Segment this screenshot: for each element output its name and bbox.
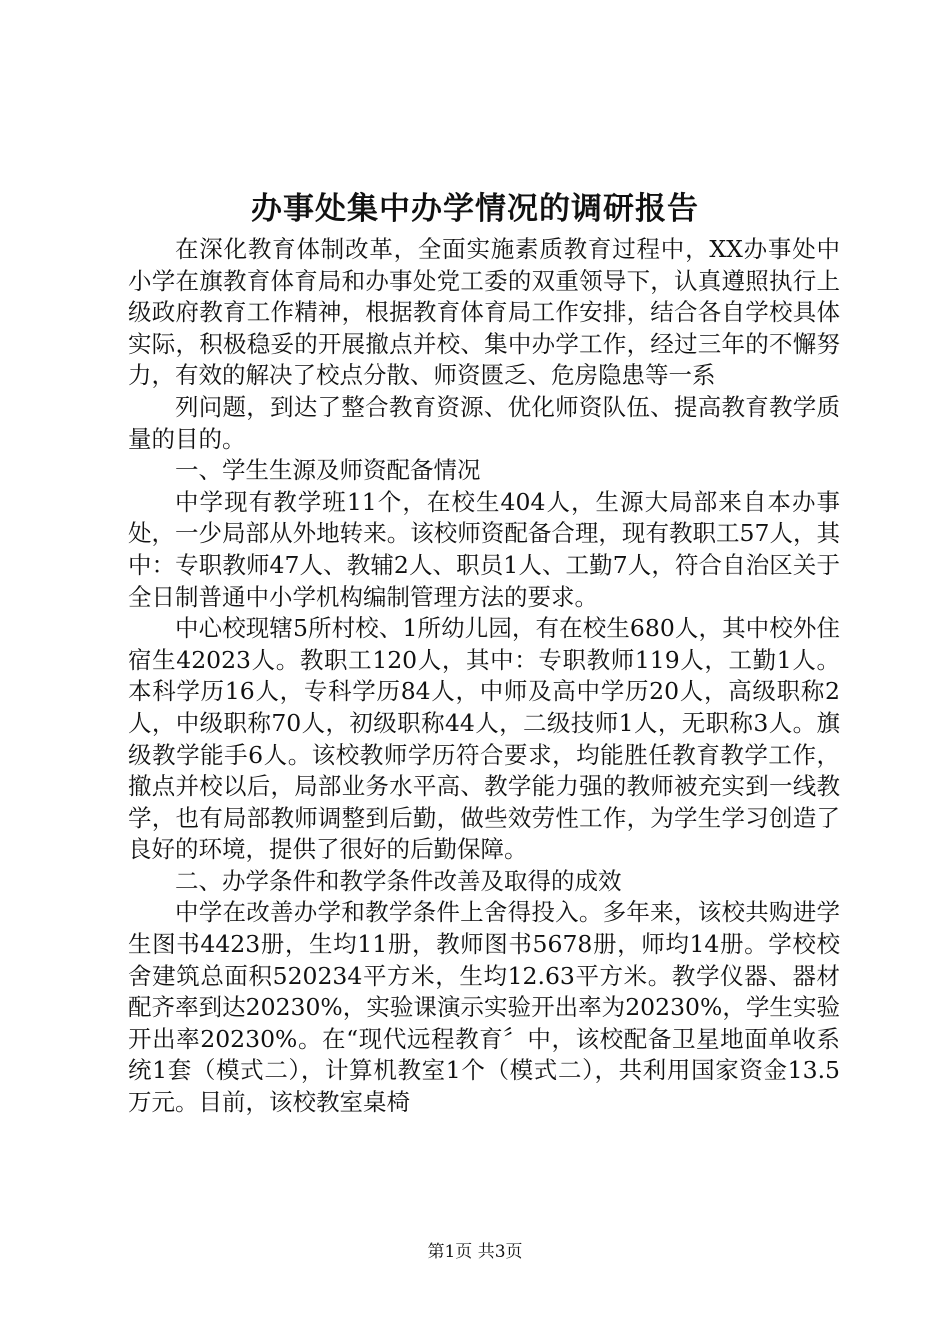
paragraph-central-school-staff: 中心校现辖5所村校、1所幼儿园，有在校生680人，其中校外住宿生42023人。教职工120人，其中：专职教师119人，工勤1人。本科学历16人，专科学历84人，中师及高中学历20人，高级职称2人，中级职称70人，初级职称44人，二级技师1人，无职称3人。旗级教学能手6人。该校教师学历符合要求，均能胜任教育教学工作，撤点并校以后，局部业务水平高、教学能力强的教师被充实到一线教学，也有局部教师调整到后勤，做些效劳性工作，为学生学习创造了良好的环境，提供了很好的后勤保障。 [128, 614, 840, 864]
document-body [128, 234, 840, 1119]
paragraph-conditions: 中学在改善办学和教学条件上舍得投入。多年来，该校共购进学生图书4423册，生均11册，教师图书5678册，师均14册。学校校舍建筑总面积520234平方米，生均12.63平方米。教学仪器、器材配齐率到达20230%，实验课演示实验开出率为20230%，学生实验开出率20230%。在“现代远程教育〞中，该校配备卫星地面单收系统1套（模式二），计算机教室1个（模式二），共利用国家资金13.5万元。目前，该校教室桌椅 [128, 898, 840, 1117]
section-heading-1: 一、学生生源及师资配备情况 [175, 456, 481, 485]
paragraph-intro: 在深化教育体制改革，全面实施素质教育过程中，XX办事处中小学在旗教育体育局和办事处党工委的双重领导下，认真遵照执行上级政府教育工作精神，根据教育体育局工作安排，结合各自学校具体实际，积极稳妥的开展撤点并校、集中办学工作，经过三年的不懈努力，有效的解决了校点分散、师资匮乏、危房隐患等一系 [128, 235, 840, 390]
section-heading-2: 二、办学条件和教学条件改善及取得的成效 [175, 866, 622, 895]
paragraph-intro-continued: 列问题，到达了整合教育资源、优化师资队伍、提高教育教学质量的目的。 [128, 392, 840, 453]
paragraph-middle-school-staff: 中学现有教学班11个，在校生404人，生源大局部来自本办事处，一少局部从外地转来。该校师资配备合理，现有教职工57人，其中：专职教师47人、教辅2人、职员1人、工勤7人，符合自治区关于全日制普通中小学机构编制管理方法的要求。 [128, 487, 840, 611]
document-title: 办事处集中办学情况的调研报告 [251, 191, 699, 227]
page-footer: 第1页 共3页 [427, 1242, 523, 1262]
